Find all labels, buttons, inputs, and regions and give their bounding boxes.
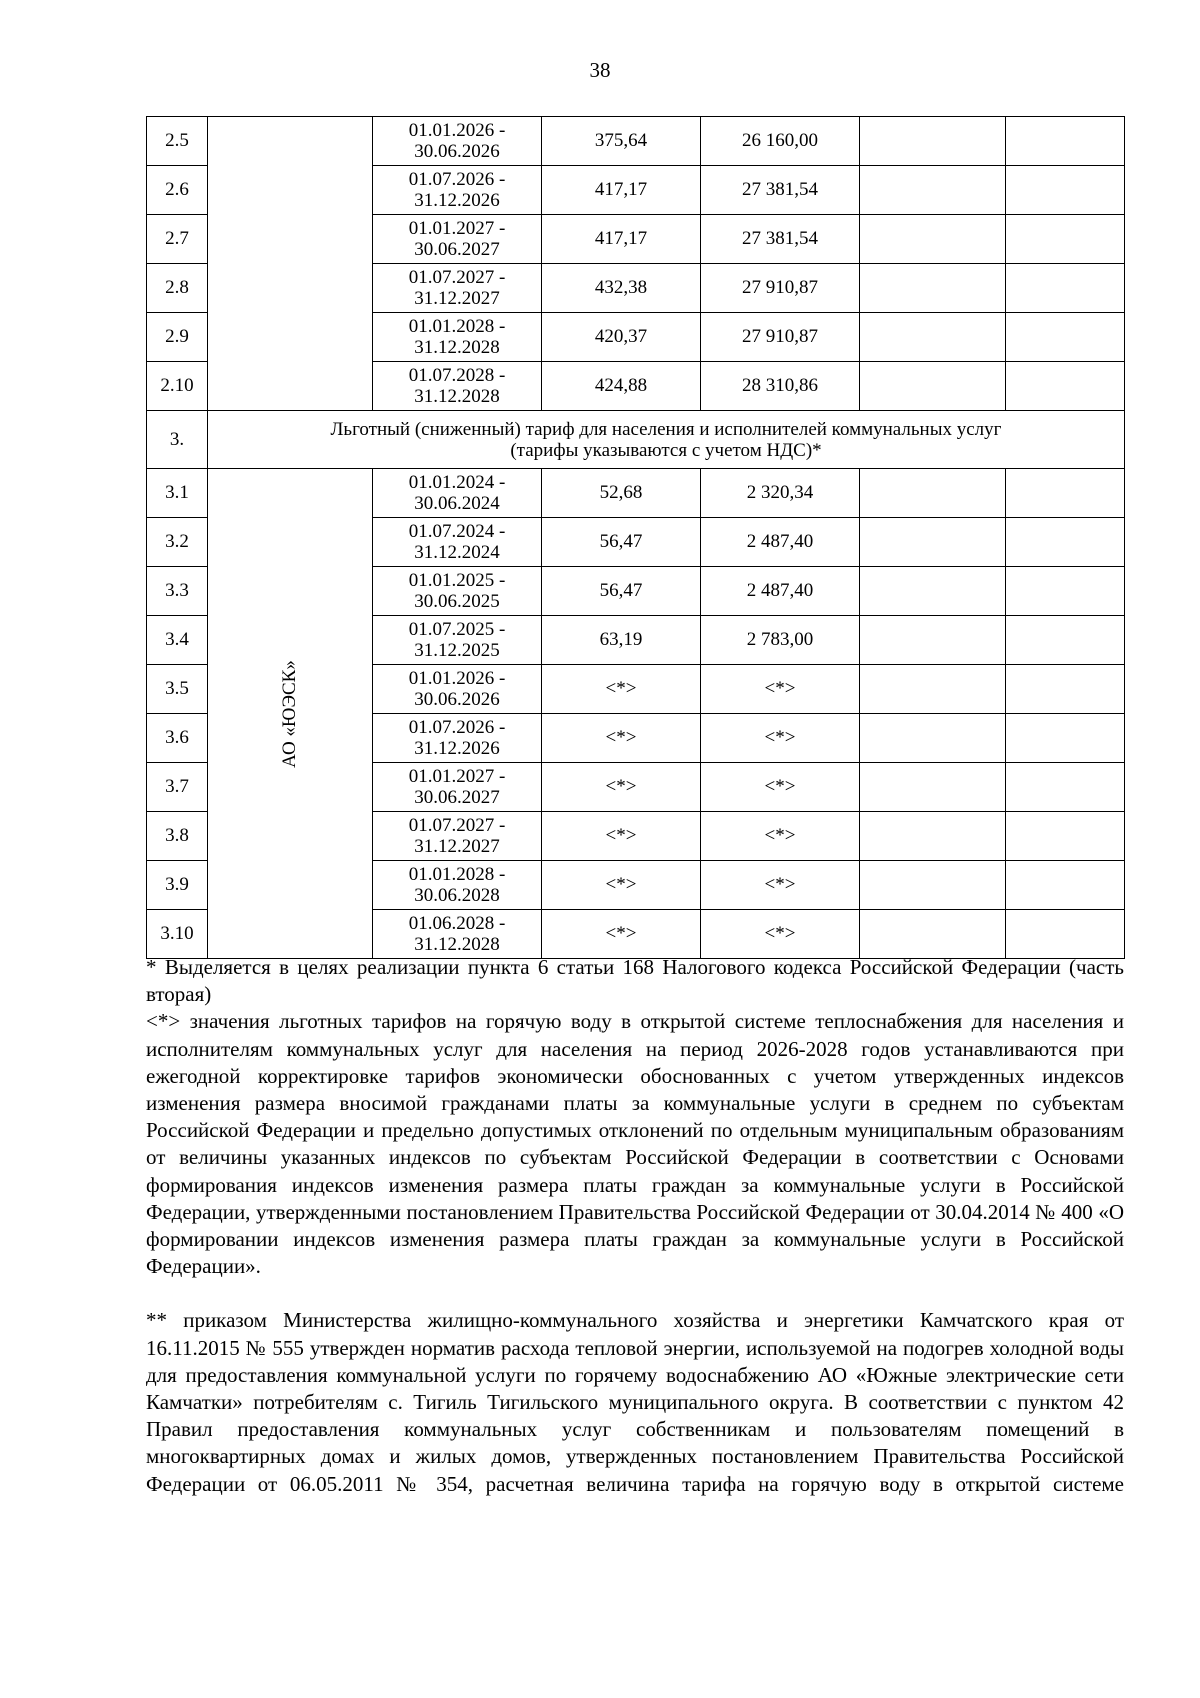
period-cell	[373, 665, 542, 714]
empty-cell	[860, 215, 1006, 264]
section-title-line: Льготный (сниженный) тариф для населения и исполнителей коммунальных услуг	[330, 418, 1002, 440]
row-number: 2.8	[147, 264, 208, 313]
empty-cell	[1006, 313, 1125, 362]
tariff-value-per-unit: 2 487,40	[701, 518, 860, 567]
tariff-value: 432,38	[542, 264, 701, 313]
organization-name: АО «ЮЭСК»	[279, 659, 300, 768]
period-end: 31.12.2027	[414, 836, 500, 857]
empty-cell	[1006, 215, 1125, 264]
row-number: 3.7	[147, 763, 208, 812]
row-number: 2.6	[147, 166, 208, 215]
period-cell	[373, 861, 542, 910]
row-number: 3.2	[147, 518, 208, 567]
section-title-line: (тарифы указываются с учетом НДС)*	[510, 439, 822, 461]
empty-cell	[860, 166, 1006, 215]
row-number: 3.3	[147, 567, 208, 616]
empty-cell	[860, 763, 1006, 812]
period-start: 01.01.2025 -	[408, 570, 506, 591]
period-end: 30.06.2027	[414, 787, 500, 808]
empty-cell	[860, 469, 1006, 518]
period-cell	[373, 518, 542, 567]
period-cell	[373, 812, 542, 861]
empty-cell	[1006, 861, 1125, 910]
empty-cell	[860, 567, 1006, 616]
tariff-value: 417,17	[542, 166, 701, 215]
period-end: 31.12.2027	[414, 288, 500, 309]
tariff-value-per-unit: <*>	[701, 861, 860, 910]
period-end: 30.06.2024	[414, 493, 500, 514]
table-row	[147, 469, 1125, 518]
tariff-value-per-unit: 27 381,54	[701, 166, 860, 215]
tariff-value-per-unit: 27 381,54	[701, 215, 860, 264]
empty-cell	[1006, 910, 1125, 959]
row-number: 3.5	[147, 665, 208, 714]
empty-cell	[860, 812, 1006, 861]
footnote-star: <*> значения льготных тарифов на горячую воду в открытой системе теплоснабжения для населения и исполнителям коммунальных услуг для населения на период 2026-2028 годов устанавливаются при ежегодной корректировке тарифов экономически обоснованных с учетом утвержденных индексов изменения размера вносимой гражданами платы за коммунальные услуги в среднем по субъектам Российской Федерации и предельно допустимых отклонений по отдельным муниципальным образованиям от величины указанных индексов по субъектам Российской Федерации в соответствии с Основами формирования индексов изменения размера платы граждан за коммунальные услуги в Российской Федерации, утвержденными постановлением Правительства Российской Федерации от 30.04.2014 № 400 «О формировании индексов изменения размера платы граждан за коммунальные услуги в Российской Федерации».	[146, 1009, 1124, 1279]
footnote-vat: * Выделяется в целях реализации пункта 6 статьи 168 Налогового кодекса Российской Федерации (часть вторая)	[146, 955, 1124, 1007]
period-end: 30.06.2026	[414, 141, 500, 162]
period-cell	[373, 313, 542, 362]
period-start: 01.01.2026 -	[408, 668, 506, 689]
period-end: 31.12.2026	[414, 738, 500, 759]
empty-cell	[1006, 166, 1125, 215]
tariff-value: <*>	[542, 665, 701, 714]
row-number: 3.1	[147, 469, 208, 518]
tariff-value: 56,47	[542, 567, 701, 616]
row-number: 2.9	[147, 313, 208, 362]
tariff-value: 52,68	[542, 469, 701, 518]
period-start: 01.07.2026 -	[408, 717, 506, 738]
period-end: 31.12.2024	[414, 542, 500, 563]
tariff-value: 56,47	[542, 518, 701, 567]
period-start: 01.06.2028 -	[408, 913, 506, 934]
tariff-value-per-unit: <*>	[701, 812, 860, 861]
tariff-value: <*>	[542, 861, 701, 910]
period-cell	[373, 714, 542, 763]
period-start: 01.01.2027 -	[408, 218, 506, 239]
empty-cell	[860, 264, 1006, 313]
row-number: 3.6	[147, 714, 208, 763]
period-start: 01.01.2028 -	[408, 316, 506, 337]
empty-cell	[1006, 665, 1125, 714]
period-start: 01.01.2028 -	[408, 864, 506, 885]
tariff-value-per-unit: 28 310,86	[701, 362, 860, 411]
period-end: 30.06.2026	[414, 689, 500, 710]
period-start: 01.01.2024 -	[408, 472, 506, 493]
section-number: 3.	[147, 411, 208, 469]
row-number: 3.4	[147, 616, 208, 665]
period-start: 01.01.2026 -	[408, 120, 506, 141]
empty-cell	[860, 665, 1006, 714]
empty-cell	[1006, 469, 1125, 518]
page-number: 38	[589, 58, 611, 82]
tariff-table	[146, 116, 1125, 959]
empty-cell	[860, 861, 1006, 910]
period-end: 31.12.2028	[414, 337, 500, 358]
empty-cell	[860, 616, 1006, 665]
empty-cell	[1006, 763, 1125, 812]
period-cell	[373, 117, 542, 166]
tariff-value-per-unit: 2 783,00	[701, 616, 860, 665]
period-end: 30.06.2025	[414, 591, 500, 612]
empty-cell	[860, 117, 1006, 166]
tariff-value: 63,19	[542, 616, 701, 665]
section-title	[208, 411, 1125, 469]
period-start: 01.07.2027 -	[408, 815, 506, 836]
footnotes	[146, 954, 1124, 1498]
tariff-value-per-unit: 2 320,34	[701, 469, 860, 518]
tariff-value: 417,17	[542, 215, 701, 264]
row-number: 3.8	[147, 812, 208, 861]
empty-cell	[860, 362, 1006, 411]
empty-cell	[1006, 714, 1125, 763]
period-cell	[373, 215, 542, 264]
empty-cell	[1006, 567, 1125, 616]
footnote-double-star: ** приказом Министерства жилищно-коммунального хозяйства и энергетики Камчатского края от 16.11.2015 № 555 утвержден норматив расхода тепловой энергии, используемой на подогрев холодной воды для предоставления коммунальной услуги по горячему водоснабжению АО «Южные электрические сети Камчатки» потребителям с. Тигиль Тигильского муниципального округа. В соответствии с пунктом 42 Правил предоставления коммунальных услуг собственникам и пользователям помещений в многоквартирных домах и жилых домов, утвержденных постановлением Правительства Российской Федерации от 06.05.2011 № 354, расчетная величина тарифа на горячую воду в открытой системе	[146, 1308, 1124, 1496]
period-cell	[373, 616, 542, 665]
tariff-value-per-unit: <*>	[701, 910, 860, 959]
empty-cell	[860, 910, 1006, 959]
empty-cell	[1006, 518, 1125, 567]
empty-cell	[1006, 117, 1125, 166]
tariff-value: <*>	[542, 812, 701, 861]
tariff-value-per-unit: <*>	[701, 665, 860, 714]
row-number: 2.7	[147, 215, 208, 264]
period-end: 31.12.2025	[414, 640, 500, 661]
row-number: 3.10	[147, 910, 208, 959]
tariff-table-body	[147, 117, 1125, 959]
empty-cell	[1006, 362, 1125, 411]
tariff-value: 375,64	[542, 117, 701, 166]
period-start: 01.07.2028 -	[408, 365, 506, 386]
period-start: 01.07.2027 -	[408, 267, 506, 288]
tariff-value-per-unit: <*>	[701, 763, 860, 812]
period-end: 31.12.2026	[414, 190, 500, 211]
tariff-value: 424,88	[542, 362, 701, 411]
tariff-value: <*>	[542, 763, 701, 812]
row-number: 2.10	[147, 362, 208, 411]
period-start: 01.07.2026 -	[408, 169, 506, 190]
tariff-value: <*>	[542, 714, 701, 763]
period-start: 01.07.2024 -	[408, 521, 506, 542]
period-end: 31.12.2028	[414, 386, 500, 407]
tariff-value-per-unit: <*>	[701, 714, 860, 763]
period-end: 31.12.2028	[414, 934, 500, 955]
period-start: 01.07.2025 -	[408, 619, 506, 640]
period-cell	[373, 910, 542, 959]
period-start: 01.01.2027 -	[408, 766, 506, 787]
tariff-value: <*>	[542, 910, 701, 959]
section-header-row	[147, 411, 1125, 469]
empty-cell	[1006, 616, 1125, 665]
empty-cell	[1006, 264, 1125, 313]
period-cell	[373, 567, 542, 616]
period-cell	[373, 166, 542, 215]
empty-cell	[860, 714, 1006, 763]
period-end: 30.06.2028	[414, 885, 500, 906]
tariff-value: 420,37	[542, 313, 701, 362]
row-number: 3.9	[147, 861, 208, 910]
empty-cell	[860, 313, 1006, 362]
empty-cell	[1006, 812, 1125, 861]
period-cell	[373, 362, 542, 411]
tariff-value-per-unit: 27 910,87	[701, 264, 860, 313]
row-number: 2.5	[147, 117, 208, 166]
period-cell	[373, 763, 542, 812]
period-cell	[373, 264, 542, 313]
organization-cell	[208, 469, 373, 959]
table-row	[147, 117, 1125, 166]
tariff-value-per-unit: 26 160,00	[701, 117, 860, 166]
period-cell	[373, 469, 542, 518]
organization-cell	[208, 117, 373, 411]
tariff-value-per-unit: 27 910,87	[701, 313, 860, 362]
tariff-value-per-unit: 2 487,40	[701, 567, 860, 616]
empty-cell	[860, 518, 1006, 567]
period-end: 30.06.2027	[414, 239, 500, 260]
